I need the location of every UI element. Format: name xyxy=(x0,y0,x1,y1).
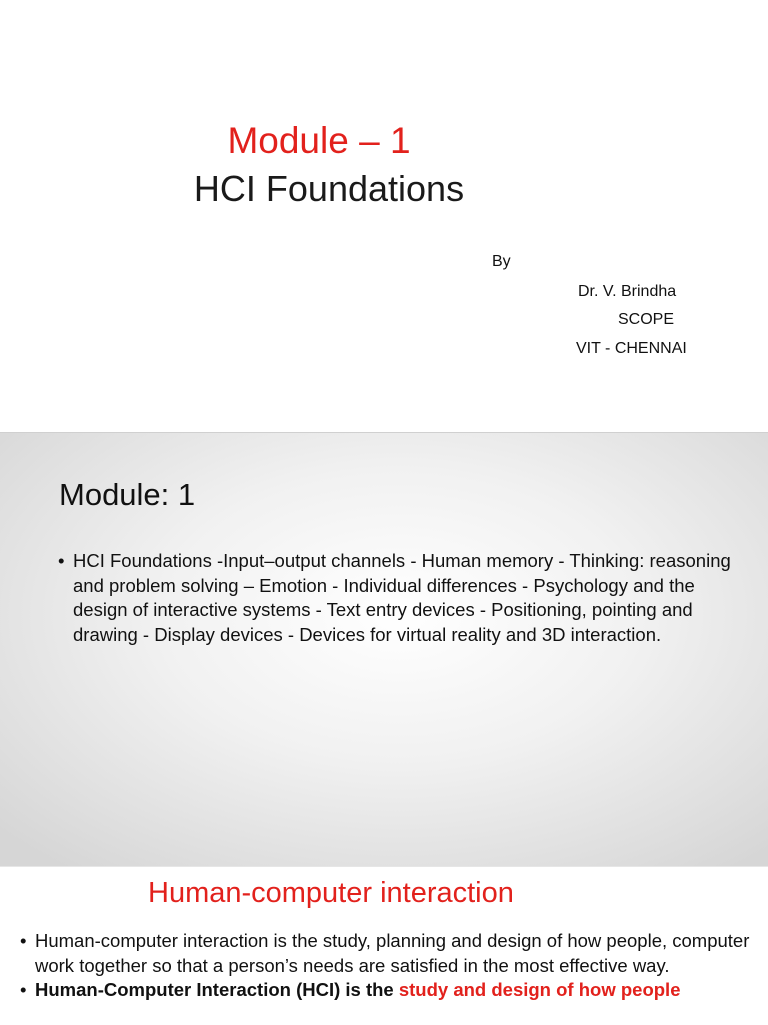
by-label: By xyxy=(492,253,511,270)
bullet-list xyxy=(20,929,760,1003)
module-label: Module – 1 xyxy=(227,120,411,161)
bullet-icon: • xyxy=(20,979,27,1000)
bullet-text-highlight: study and design of how people xyxy=(398,979,681,1000)
bullet-text-bold: Human-Computer Interaction (HCI) is the xyxy=(35,979,399,1000)
bullet-icon: • xyxy=(20,930,27,951)
slide-heading: Human-computer interaction xyxy=(148,877,514,909)
slide-title: HCI Foundations xyxy=(193,168,465,209)
module-contents-slide xyxy=(0,432,768,866)
hci-definition-slide xyxy=(0,866,768,1025)
bullet-text: Human-computer interaction is the study, planning and design of how people, computer work together so that a person’s needs are satisfied in the most effective way. xyxy=(35,930,750,976)
author-name: Dr. V. Brindha xyxy=(578,283,677,300)
author-department: SCOPE xyxy=(618,311,675,328)
bullet-icon: • xyxy=(58,550,65,571)
bullet-text: HCI Foundations -Input–output channels - Human memory - Thinking: reasoning and problem solving – Emotion - Individual differences - Psychology and the design of interactive systems - Text entry devices - Positioning, pointing and drawing - Display devices - Devices for virtual reality and 3D interaction. xyxy=(73,550,731,645)
slide-heading: Module: 1 xyxy=(59,477,196,512)
author-institution: VIT - CHENNAI xyxy=(576,340,687,357)
list-item xyxy=(58,549,738,647)
list-item xyxy=(20,929,760,978)
bullet-list xyxy=(58,549,738,647)
title-slide xyxy=(0,0,768,432)
list-item xyxy=(20,978,760,1003)
